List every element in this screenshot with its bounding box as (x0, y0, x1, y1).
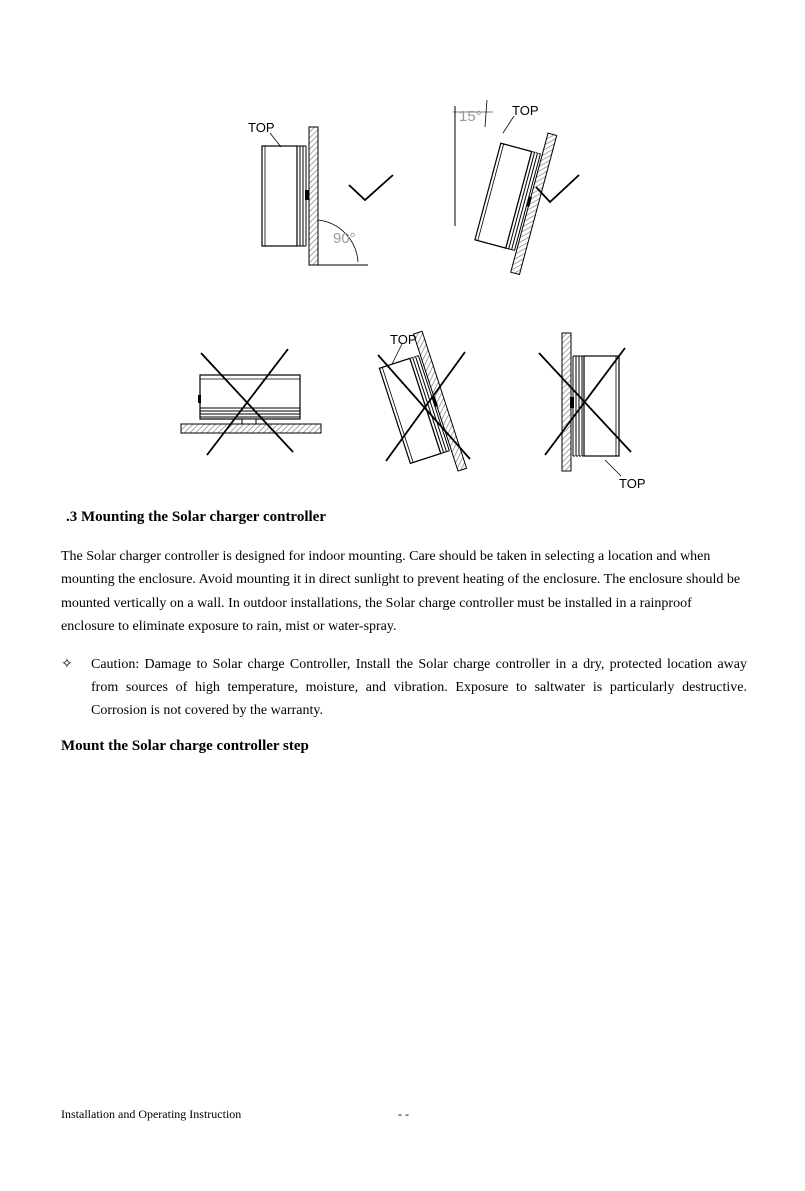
horizontal-mount-incorrect (181, 349, 321, 455)
sparkle-bullet-icon: ✧ (61, 657, 73, 672)
vertical-mount-correct (248, 120, 393, 265)
upside-down-mount-incorrect (539, 333, 646, 491)
checkmark-icon (349, 175, 393, 200)
top-label: TOP (512, 103, 539, 118)
mounting-orientation-figure (0, 0, 805, 505)
controller-unit (570, 356, 619, 456)
floor-surface (181, 424, 321, 433)
caution-text: Caution: Damage to Solar charge Controller, Install the Solar charge controller in a dry, protected location away from sources of high temperature, moisture, and vibration. Exposure to saltwater is particularly destructive. Corrosion is not covered by the warranty. (91, 657, 747, 718)
caution-note (61, 653, 747, 722)
footer-title: Installation and Operating Instruction (61, 1107, 242, 1121)
top-label: TOP (248, 120, 275, 135)
controller-unit (262, 146, 309, 246)
page-number: - - (398, 1107, 409, 1121)
wall (309, 127, 318, 265)
top-label: TOP (619, 476, 646, 491)
forward-tilt-mount-incorrect (373, 331, 470, 484)
step-heading: Mount the Solar charge controller step (61, 738, 309, 754)
top-label: TOP (390, 332, 417, 347)
section-heading: .3 Mounting the Solar charger controller (66, 509, 326, 525)
angle-15-label: 15° (459, 108, 482, 125)
angle-90-label: 90° (333, 230, 356, 247)
wall (562, 333, 571, 471)
tilted-mount-correct (453, 100, 579, 275)
body-paragraph: The Solar charger controller is designed for indoor mounting. Care should be taken in selecting a location and when mounting the enclosure. Avoid mounting it in direct sunlight to prevent heating of the enclosure. The enclosure should be mounted vertically on a wall. In outdoor installations, the Solar charge controller must be installed in a rainproof enclosure to eliminate exposure to rain, mist or water-spray. (61, 549, 741, 634)
